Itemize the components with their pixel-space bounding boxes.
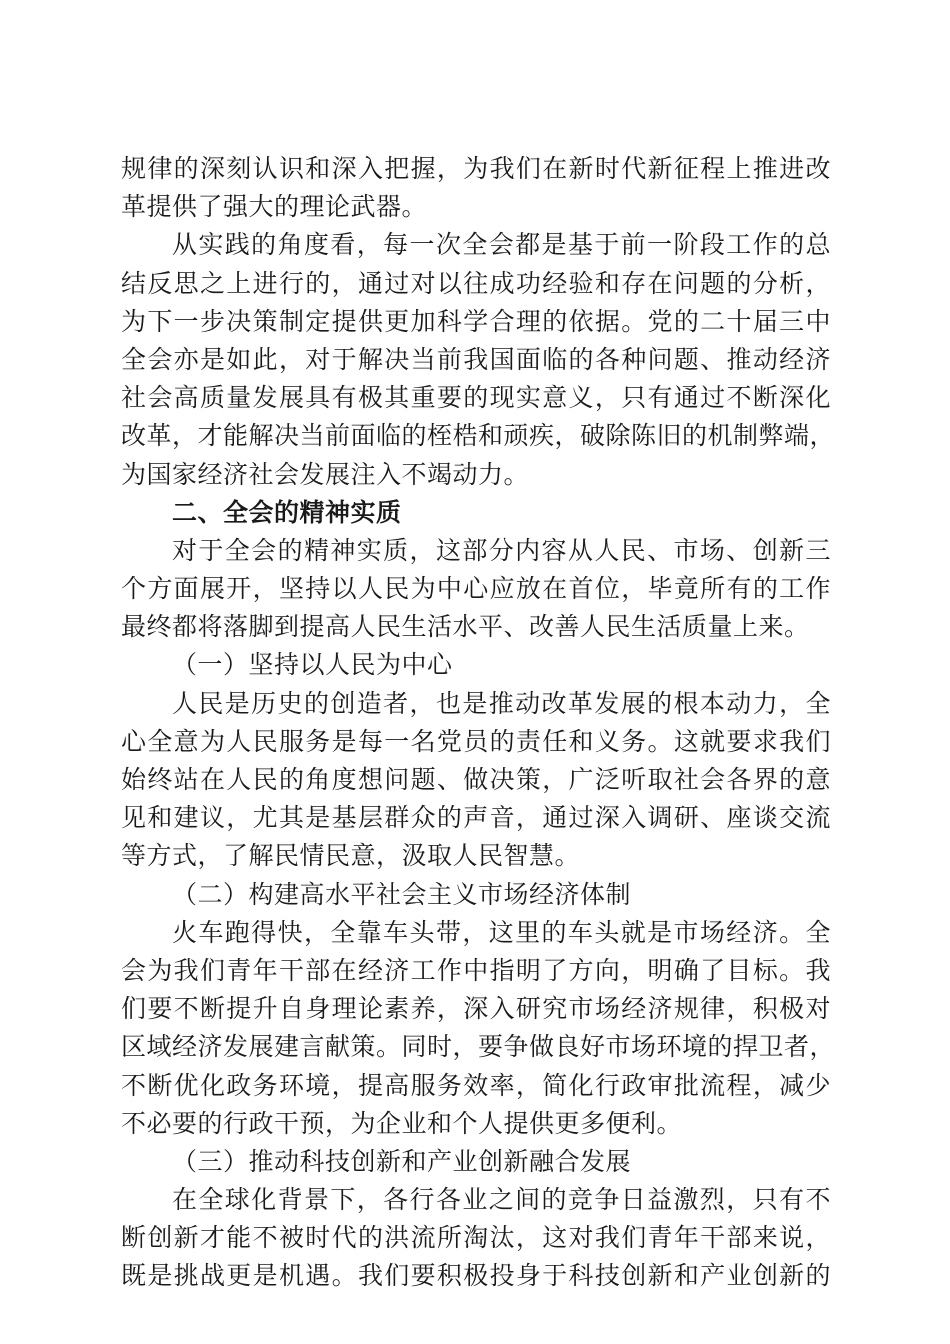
text-line: 不断优化政务环境，提高服务效率，简化行政审批流程，减少 <box>121 1070 831 1100</box>
paragraph-last-line: 最终都将落脚到提高人民生活水平、改善人民生活质量上来。 <box>121 612 810 642</box>
text-line: 区域经济发展建言献策。同时，要争做良好市场环境的捍卫者， <box>121 1032 836 1062</box>
text-line: 改革，才能解决当前面临的桎梏和顽疾，破除陈旧的机制弊端， <box>121 421 836 451</box>
text-line: 既是挑战更是机遇。我们要积极投身于科技创新和产业创新的 <box>121 1261 831 1291</box>
text-line: 见和建议，尤其是基层群众的声音，通过深入调研、座谈交流 <box>121 803 831 833</box>
paragraph-first-line: 在全球化背景下，各行各业之间的竞争日益激烈，只有不 <box>172 1185 831 1215</box>
text-line: 始终站在人民的角度想问题、做决策，广泛听取社会各界的意 <box>121 765 831 794</box>
paragraph-first-line: 对于全会的精神实质，这部分内容从人民、市场、创新三 <box>172 535 831 565</box>
paragraph-first-line: 火车跑得快，全靠车头带，这里的车头就是市场经济。全 <box>172 917 831 947</box>
paragraph-first-line: 人民是历史的创造者，也是推动改革发展的根本动力，全 <box>172 688 831 718</box>
text-line: 全会亦是如此，对于解决当前我国面临的各种问题、推动经济 <box>121 344 831 374</box>
text-line: 个方面展开，坚持以人民为中心应放在首位，毕竟所有的工作 <box>121 574 831 604</box>
paragraph-last-line: 不必要的行政干预，为企业和个人提供更多便利。 <box>121 1108 683 1138</box>
document-body <box>121 150 836 1296</box>
text-line: 断创新才能不被时代的洪流所淘汰，这对我们青年干部来说， <box>121 1223 831 1253</box>
text-line: 们要不断提升自身理论素养，深入研究市场经济规律，积极对 <box>121 994 831 1024</box>
section-heading: 二、全会的精神实质 <box>172 497 402 527</box>
paragraph-last-line: 革提供了强大的理论武器。 <box>121 192 428 222</box>
text-line: 心全意为人民服务是每一名党员的责任和义务。这就要求我们 <box>121 726 831 756</box>
text-line: 规律的深刻认识和深入把握，为我们在新时代新征程上推进改 <box>121 154 831 183</box>
paragraph-last-line: 为国家经济社会发展注入不竭动力。 <box>121 459 530 489</box>
text-line: 为下一步决策制定提供更加科学合理的依据。党的二十届三中 <box>121 306 831 336</box>
subsection-heading: （一）坚持以人民为中心 <box>172 650 453 680</box>
text-line: 社会高质量发展具有极其重要的现实意义，只有通过不断深化 <box>121 383 831 413</box>
subsection-heading: （三）推动科技创新和产业创新融合发展 <box>172 1146 632 1176</box>
paragraph-last-line: 等方式，了解民情民意，汲取人民智慧。 <box>121 841 581 871</box>
text-line: 结反思之上进行的，通过对以往成功经验和存在问题的分析， <box>121 268 831 298</box>
subsection-heading: （二）构建高水平社会主义市场经济体制 <box>172 879 632 909</box>
text-line: 会为我们青年干部在经济工作中指明了方向，明确了目标。我 <box>121 955 831 985</box>
paragraph-first-line: 从实践的角度看，每一次全会都是基于前一阶段工作的总 <box>172 230 831 260</box>
